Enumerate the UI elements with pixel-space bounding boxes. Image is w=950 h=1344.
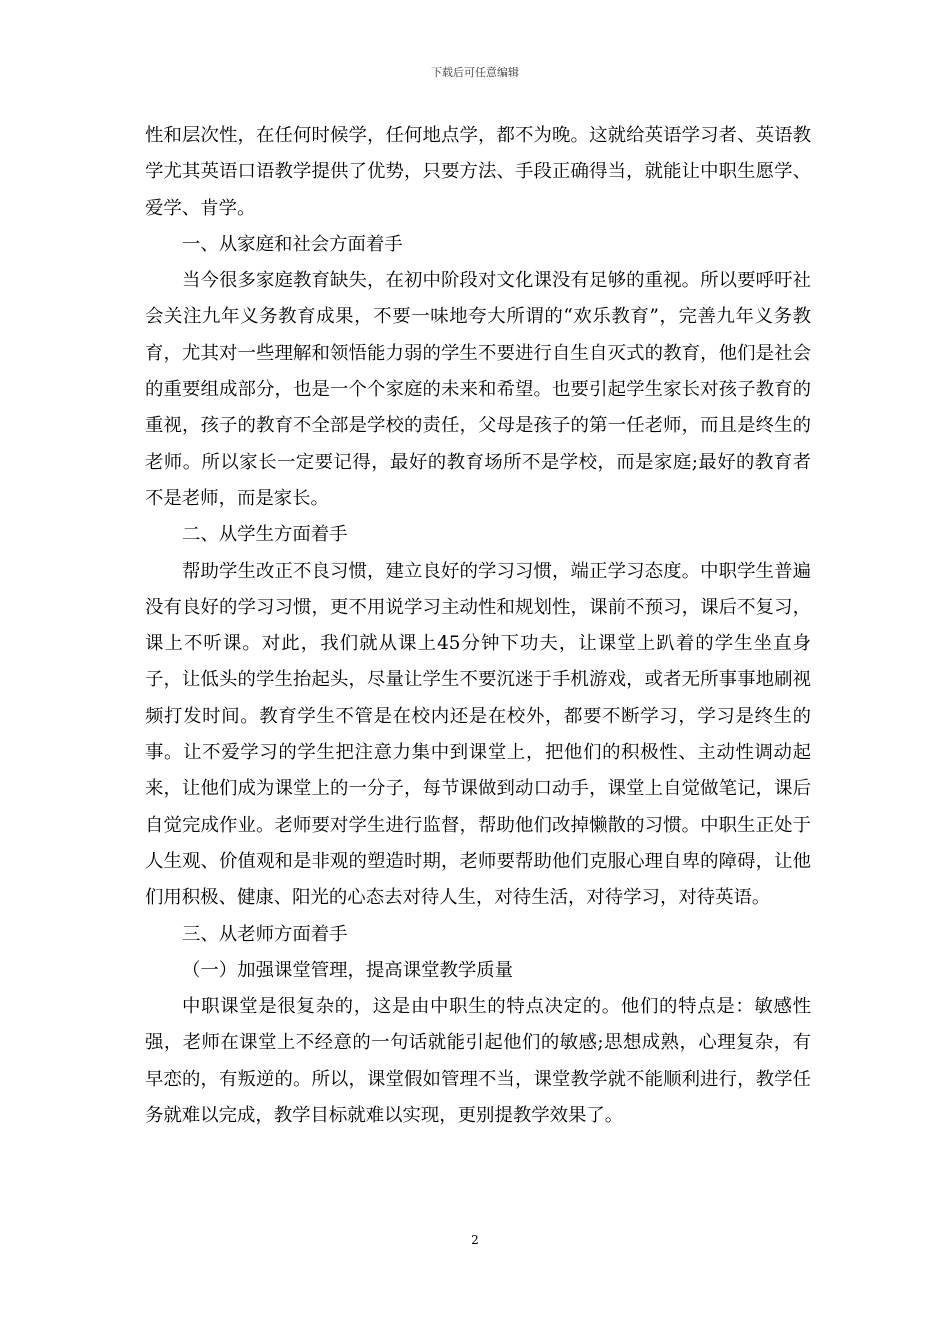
page-header: 下载后可任意编辑 <box>431 66 519 79</box>
document-body <box>145 118 811 1134</box>
subsection-heading-classroom-management: （一）加强课堂管理，提高课堂教学质量 <box>182 959 514 981</box>
paragraph-students: 帮助学生改正不良习惯，建立良好的学习习惯，端正学习态度。中职学生普遍没有良好的学习习惯，更不用说学习主动性和规划性，课前不预习，课后不复习，课上不听课。对此，我们就从课上45分钟下功夫，让课堂上趴着的学生坐直身子，让低头的学生抬起头，尽量让学生不要沉迷于手机游戏，或者无所事事地刷视频打发时间。教育学生不管是在校内还是在校外，都要不断学习，学习是终生的事。让不爱学习的学生把注意力集中到课堂上，把他们的积极性、主动性调动起来，让他们成为课堂上的一分子，每节课做到动口动手，课堂上自觉做笔记，课后自觉完成作业。老师要对学生进行监督，帮助他们改掉懒散的习惯。中职生正处于人生观、价值观和是非观的塑造时期，老师要帮助他们克服心理自卑的障碍，让他们用积极、健康、阳光的心态去对待人生，对待生活，对待学习，对待英语。 <box>145 560 811 909</box>
paragraph-family-society: 当今很多家庭教育缺失，在初中阶段对文化课没有足够的重视。所以要呼吁社会关注九年义务教育成果，不要一味地夸大所谓的“欢乐教育”，完善九年义务教育，尤其对一些理解和领悟能力弱的学生不要进行自生自灭式的教育，他们是社会的重要组成部分，也是一个个家庭的未来和希望。也要引起学生家长对孩子教育的重视，孩子的教育不全部是学校的责任，父母是孩子的第一任老师，而且是终生的老师。所以家长一定要记得，最好的教育场所不是学校，而是家庭;最好的教育者不是老师，而是家长。 <box>145 270 811 509</box>
section-heading-teachers: 三、从老师方面着手 <box>182 923 348 945</box>
section-heading-family-society: 一、从家庭和社会方面着手 <box>182 233 403 255</box>
section-heading-students: 二、从学生方面着手 <box>182 524 348 546</box>
paragraph-classroom-management: 中职课堂是很复杂的，这是由中职生的特点决定的。他们的特点是：敏感性强，老师在课堂上不经意的一句话就能引起他们的敏感;思想成熟，心理复杂，有早恋的，有叛逆的。所以，课堂假如管理不当，课堂教学就不能顺利进行，教学任务就难以完成，教学目标就难以实现，更别提教学效果了。 <box>145 996 811 1127</box>
page-number: 2 <box>471 1233 479 1247</box>
paragraph-continuation: 性和层次性，在任何时候学，任何地点学，都不为晚。这就给英语学习者、英语教学尤其英语口语教学提供了优势，只要方法、手段正确得当，就能让中职生愿学、爱学、肯学。 <box>145 125 811 219</box>
